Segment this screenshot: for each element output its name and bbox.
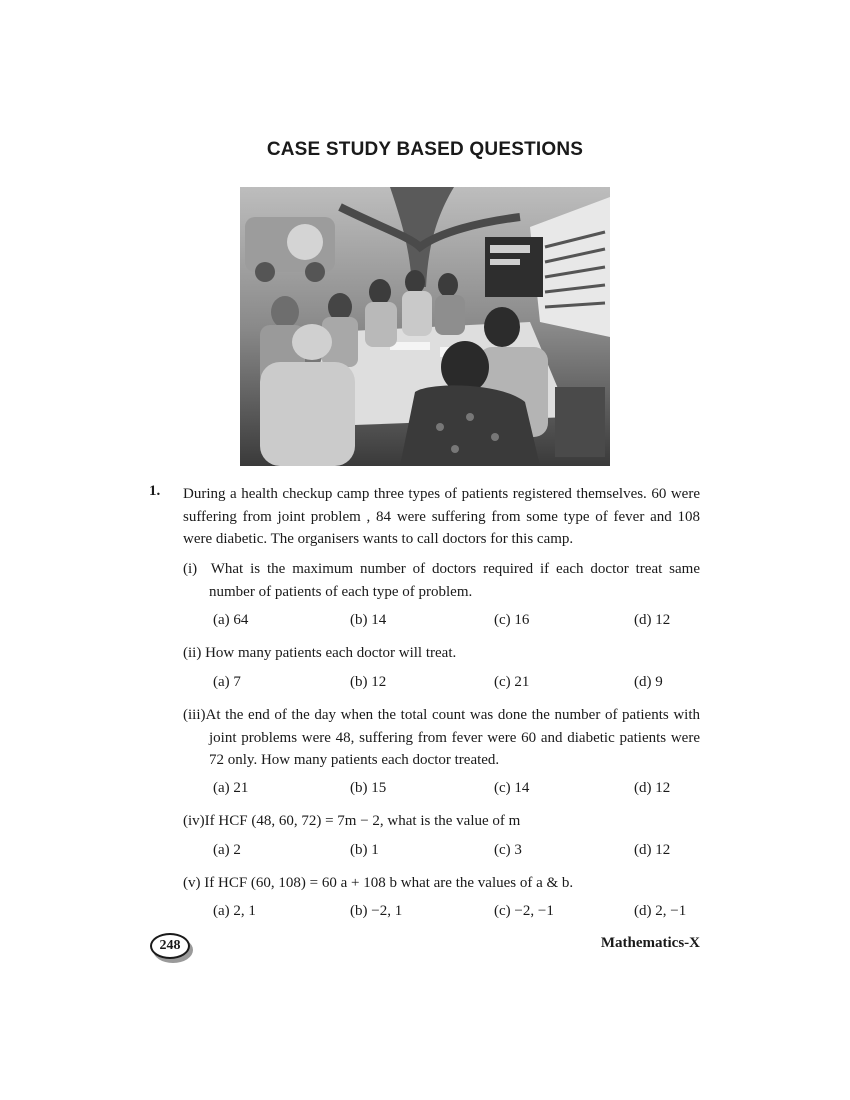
option-d: (d) 12	[634, 612, 671, 628]
sub-question-label: (ii)	[183, 645, 202, 661]
sub-question-label: (iii)	[183, 707, 206, 723]
option-c: (c) 3	[494, 842, 522, 858]
option-b: (b) 15	[350, 780, 387, 796]
health-camp-photo	[240, 187, 610, 466]
option-b: (b) −2, 1	[350, 903, 403, 919]
page-title: CASE STUDY BASED QUESTIONS	[266, 139, 584, 160]
sub-question-label: (iv)	[183, 813, 205, 829]
sub-question-5	[183, 872, 700, 895]
options-row-3	[213, 780, 683, 802]
options-row-5	[213, 903, 687, 925]
option-b: (b) 12	[350, 674, 387, 690]
question-stem: During a health checkup camp three types of patients registered themselves. 60 were suffering from joint problem , 84 were suffering from some type of fever and 108 were diabetic. The organisers wants to call doctors for this camp.	[183, 486, 700, 547]
options-row-1	[213, 612, 683, 634]
option-c: (c) 16	[494, 612, 530, 628]
sub-question-3	[183, 704, 700, 772]
sub-question-1	[183, 558, 700, 603]
sub-question-label: (v)	[183, 875, 201, 891]
sub-question-text: If HCF (60, 108) = 60 a + 108 b what are the values of a & b.	[204, 875, 574, 891]
option-a: (a) 2, 1	[213, 903, 256, 919]
option-d: (d) 9	[634, 674, 663, 690]
footer-subject: Mathematics-X	[600, 935, 700, 951]
option-d: (d) 12	[634, 842, 671, 858]
sub-question-text: What is the maximum number of doctors required if each doctor treat same number of patients of each type of problem.	[209, 561, 700, 600]
option-a: (a) 2	[213, 842, 241, 858]
sub-question-label: (i)	[183, 561, 198, 577]
options-row-2	[213, 674, 683, 696]
sub-question-2	[183, 642, 700, 665]
option-d: (d) 2, −1	[634, 903, 687, 919]
question-number: 1.	[149, 483, 161, 499]
option-d: (d) 12	[634, 780, 671, 796]
sub-question-text: If HCF (48, 60, 72) = 7m − 2, what is the value of m	[204, 813, 521, 829]
option-a: (a) 64	[213, 612, 249, 628]
option-c: (c) −2, −1	[494, 903, 554, 919]
page-number-badge: 248	[150, 933, 190, 959]
sub-question-text: How many patients each doctor will treat.	[205, 645, 457, 661]
option-a: (a) 21	[213, 780, 249, 796]
option-a: (a) 7	[213, 674, 241, 690]
option-b: (b) 1	[350, 842, 379, 858]
sub-question-4	[183, 810, 700, 833]
option-c: (c) 21	[494, 674, 530, 690]
sub-question-text: At the end of the day when the total count was done the number of patients with joint problems were 48, suffering from fever were 60 and diabetic patients were 72 only. How many patients each doctor treated.	[205, 707, 700, 768]
option-b: (b) 14	[350, 612, 387, 628]
options-row-4	[213, 842, 683, 864]
photo-image	[240, 187, 610, 466]
option-c: (c) 14	[494, 780, 530, 796]
